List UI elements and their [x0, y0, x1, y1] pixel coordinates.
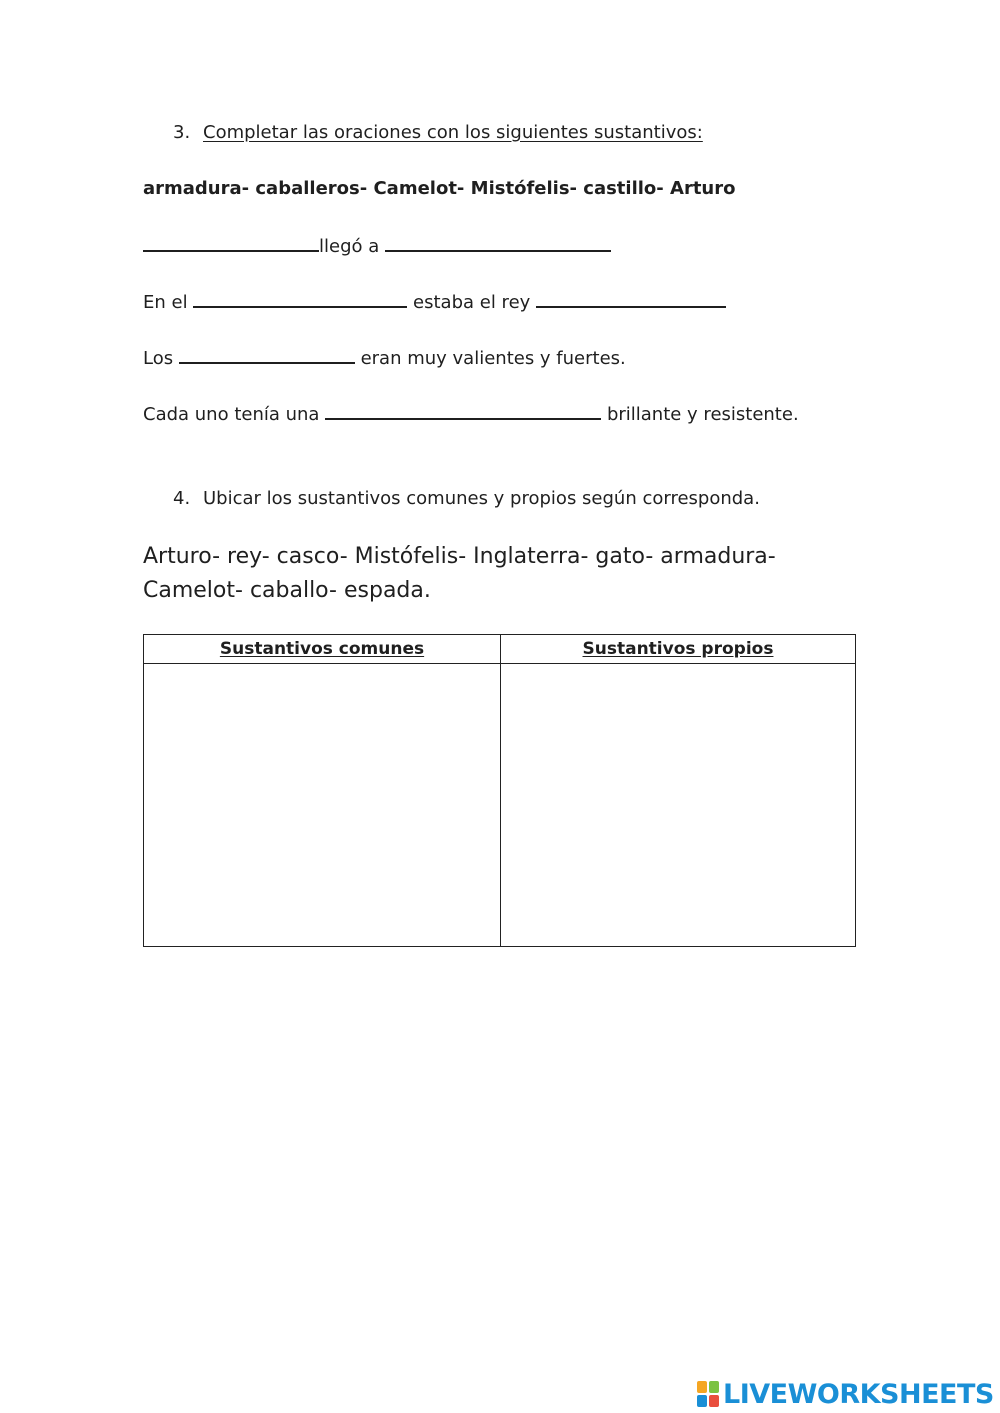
sentence-1-text: llegó a — [319, 236, 380, 257]
proper-nouns-drop-area[interactable] — [501, 664, 856, 947]
question-4-number: 4. — [173, 488, 191, 509]
sentence-4-blank-1[interactable] — [325, 402, 601, 420]
sentence-2-blank-1[interactable] — [193, 290, 407, 308]
logo-square-3 — [697, 1395, 707, 1407]
sentence-3-blank-1[interactable] — [179, 346, 355, 364]
sentence-2-blank-2[interactable] — [536, 290, 726, 308]
common-nouns-drop-area[interactable] — [144, 664, 499, 947]
sentence-2-text-start: En el — [143, 292, 188, 313]
sentence-3-text-end: eran muy valientes y fuertes. — [360, 348, 626, 369]
sentence-2 — [143, 290, 726, 313]
liveworksheets-branding — [697, 1379, 994, 1409]
sentence-3-text-start: Los — [143, 348, 174, 369]
sentence-1 — [143, 234, 611, 257]
question-3-title: Completar las oraciones con los siguientes sustantivos: — [203, 122, 703, 143]
sentence-4-text-start: Cada uno tenía una — [143, 404, 320, 425]
liveworksheets-wordmark: LIVEWORKSHEETS — [723, 1378, 994, 1410]
liveworksheets-logo-icon — [697, 1381, 719, 1407]
table-header-proper-nouns: Sustantivos propios — [582, 639, 774, 659]
logo-square-2 — [709, 1381, 719, 1393]
question-3-word-bank: armadura- caballeros- Camelot- Mistófelis- castillo- Arturo — [143, 178, 736, 199]
noun-classification-table — [143, 634, 856, 947]
question-3-number: 3. — [173, 122, 191, 143]
sentence-4-text-end: brillante y resistente. — [606, 404, 799, 425]
sentence-3 — [143, 346, 626, 369]
logo-square-1 — [697, 1381, 707, 1393]
logo-square-4 — [709, 1395, 719, 1407]
table-header-common-nouns: Sustantivos comunes — [219, 639, 425, 659]
sentence-1-blank-1[interactable] — [143, 234, 319, 252]
sentence-2-text-middle: estaba el rey — [413, 292, 531, 313]
sentence-1-blank-2[interactable] — [385, 234, 611, 252]
question-4-word-list: Arturo- rey- casco- Mistófelis- Inglaterra- gato- armadura- Camelot- caballo- espada. — [143, 544, 776, 603]
question-4-title: Ubicar los sustantivos comunes y propios según corresponda. — [203, 488, 760, 509]
sentence-4 — [143, 402, 799, 425]
